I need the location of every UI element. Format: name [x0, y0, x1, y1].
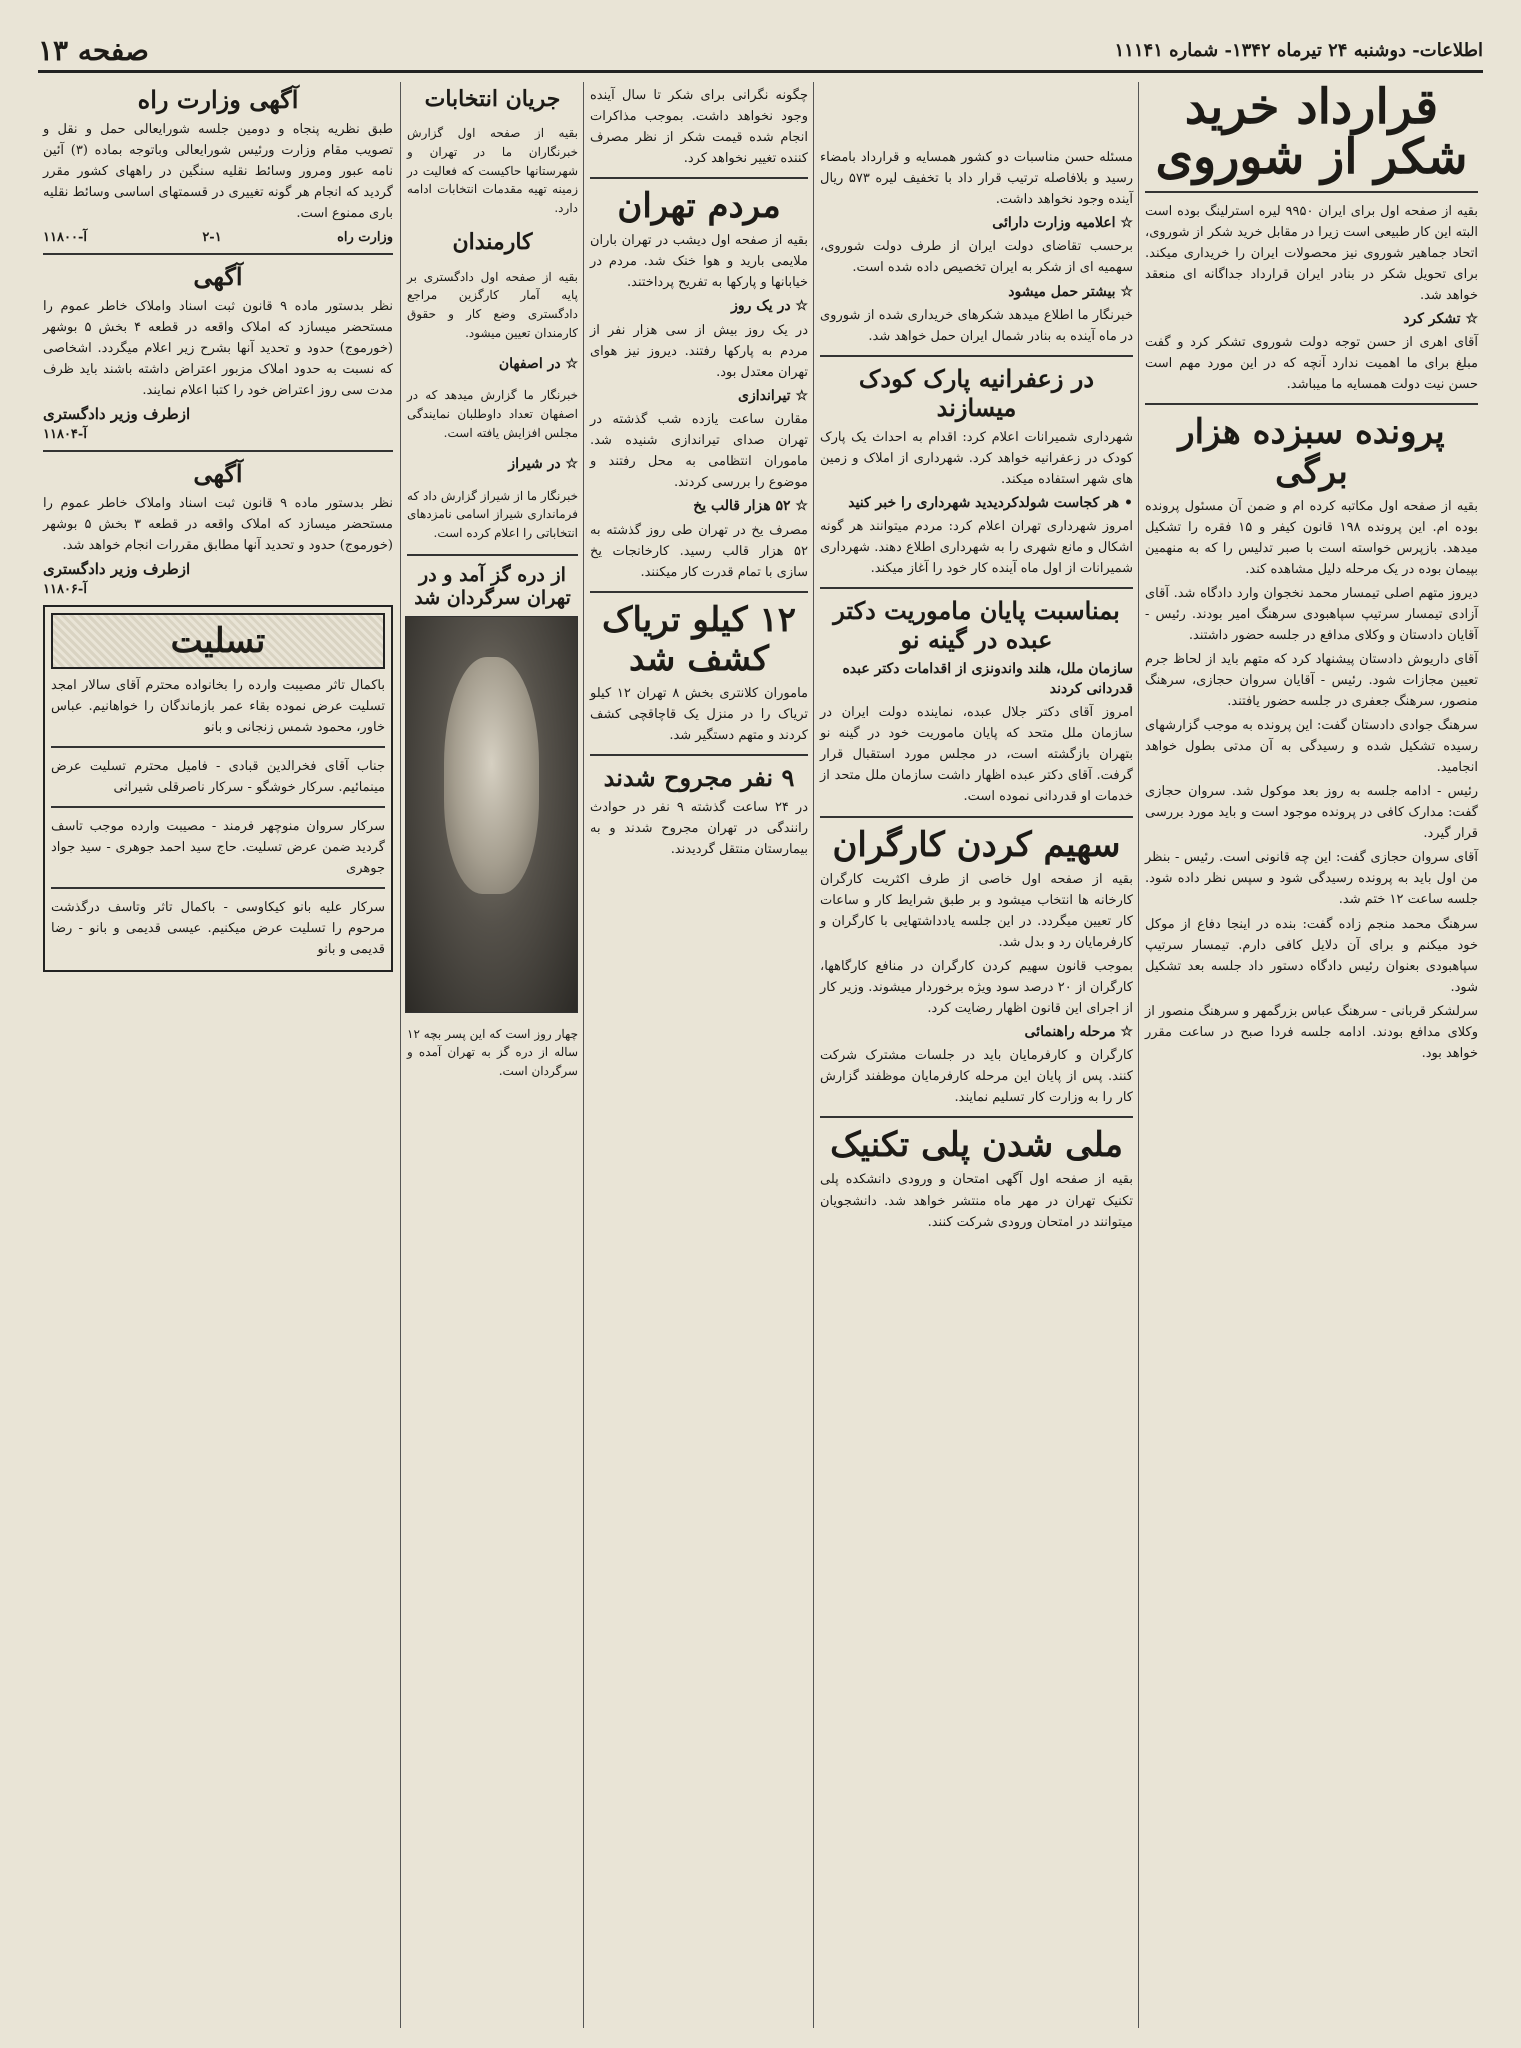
column-rule: [400, 82, 401, 2028]
column-sugar-trial: [1140, 82, 1483, 2028]
column-notices: [38, 82, 398, 2028]
notice-code: آ-۱۱۸۰۴: [43, 427, 87, 443]
article-headline: جریان انتخابات: [424, 86, 561, 112]
subheading: ☆ تشکر کرد: [1403, 311, 1478, 328]
article-headline: ۱۲ کیلو تریاک کشف شد: [602, 599, 796, 679]
divider: [820, 816, 1133, 818]
divider: [51, 806, 385, 808]
divider: [590, 177, 808, 179]
notice-issuer: وزارت راه: [337, 230, 393, 246]
headline-spacer: [820, 82, 1133, 144]
article-headline: سهیم کردن کارگران: [832, 824, 1121, 865]
notice-code: آ-۱۱۸۰۰: [43, 230, 87, 246]
article-text: بقیه از صفحه اول برای ایران ۹۹۵۰ لیره استرلینگ بوده است البته این کار طبیعی است زیرا در مقابل خرید شکر از شوروی، اتحاد جماهیر شوروی نیز محصولات ایران را خریداری میکند. برای تحویل شکر در بنادر ایران قرارداد جداگانه ای منعقد خواهد شد.: [1145, 203, 1478, 303]
notice-footer: [43, 230, 393, 245]
article-text: ماموران کلانتری بخش ۸ تهران ۱۲ کیلو تریاک را در منزل یک قاچاقچی کشف کردند و متهم دستگیر شد.: [590, 685, 809, 744]
article-text: بقیه از صفحه اول گزارش خبرنگاران ما در تهران و شهرستانها حاکیست که فعالیت در زمینه تهیه مقدمات انتخابات ادامه دارد.: [407, 126, 578, 215]
subheading: ☆ مرحله راهنمائی: [1024, 1023, 1133, 1040]
article-text: بقیه از صفحه اول دادگستری بر پایه آمار کارگزین مراجع دادگستری وضع کار و حقوق کارمندان تعیین میشود.: [407, 269, 578, 340]
article-text: سرهنگ جوادی دادستان گفت: این پرونده به موجب گزارشهای رسیده تشکیل شده و رسیدگی به آن مدتی بطول خواهد انجامید.: [1145, 718, 1478, 776]
subheading: ☆ در شیراز: [508, 456, 578, 473]
boy-photo: [405, 616, 578, 1013]
column-sugar-continued: [815, 82, 1138, 2028]
article-text: مسئله حسن مناسبات دو کشور همسایه و قرارداد بامضاء رسید و بلافاصله ترتیب قرار داد با تخفیف لیره ۵۷۳ ریال آینده وجود نخواهد داشت.: [820, 150, 1133, 208]
subheading: ☆ تیراندازی: [737, 387, 808, 404]
article-text: خبرنگار ما گزارش میدهد که در اصفهان تعداد داوطلبان نمایندگی مجلس افزایش یافته است.: [407, 388, 578, 440]
article-headline: ۹ نفر مجروح شدند: [603, 763, 795, 793]
column-tehran-news: [585, 82, 813, 2028]
article-text: کارگران و کارفرمایان باید در جلسات مشترک شرکت کنند. پس از پایان این مرحله کارفرمایان موظفند گزارش کار را به وزارت کار تسلیم نمایند.: [820, 1048, 1133, 1106]
article-text: سرلشکر قربانی - سرهنگ عباس بزرگمهر و سرهنگ منصور از وکلای مدافع بودند. ادامه جلسه فردا صبح در ساعت مقرر خواهد بود.: [1145, 1003, 1478, 1061]
article-text: بقیه از صفحه اول خاصی از طرف اکثریت کارگران کارخانه ها انتخاب میشود و بر طبق شرایط کار و ساعات کار تعیین میگردد. در این جلسه یادداشتهایی با کارگران و کارفرمایان رد و بدل شد.: [820, 871, 1133, 950]
article-text: رئیس - ادامه جلسه به روز بعد موکول شد. سروان حجازی گفت: مدارک کافی در پرونده موجود است و باید مورد بررسی قرار گیرد.: [1145, 784, 1478, 842]
article-headline: بمناسبت پایان ماموریت دکتر عبده در گینه نو: [833, 596, 1120, 654]
page-number: صفحه ۱۳: [38, 33, 149, 67]
article-text: بقیه از صفحه اول دیشب در تهران باران ملایمی بارید و هوا خنک شد. مردم در خیابانها و پارکها به تفریح پرداختند.: [590, 233, 808, 291]
notice-text: طبق نظریه پنجاه و دومین جلسه شورایعالی حمل و نقل و تصویب مقام وزارت ورئیس شورایعالی وباتوجه بماده (۳) آئین نامه عبور ومرور وسائط نقلیه سنگین در راههای کشور مقرر گردید که انجام هر گونه تغییری در قسمتهای اساسی وسائط نقلیه باری ممنوع است.: [43, 121, 393, 221]
article-text: خبرنگار ما اطلاع میدهد شکرهای خریداری شده از شوروی در ماه آینده به بنادر شمال ایران حمل خواهد شد.: [820, 307, 1133, 344]
notice-code: آ-۱۱۸۰۶: [43, 582, 87, 597]
article-text: آقای اهری از حسن توجه دولت شوروی تشکر کرد و گفت مبلغ برای ما اهمیت ندارد آنچه که در این مورد مهم است حسن نیت دولت همسایه ما میباشد.: [1145, 335, 1478, 393]
article-text: در یک روز بیش از سی هزار نفر از مردم به پارکها رفتند. دیروز نیز هوای تهران معتدل بود.: [590, 322, 808, 380]
article-text: بقیه از صفحه اول مکاتبه کرده ام و ضمن آن مسئول پرونده بوده ام. این پرونده ۱۹۸ قانون کیفر و ۱۵ فقره را تشکیل میدهد. بازپرس خواسته است با صبر تدلیس را که به منهمین بپیمان بوده در یک مرحله دلیل مشاهده کند.: [1145, 498, 1478, 577]
notice-signature: ازطرف وزیر دادگستری: [43, 560, 191, 578]
notice-mid: ۲-۱: [202, 230, 222, 246]
notice-headline: آگهی: [193, 262, 243, 292]
notice-text: نظر بدستور ماده ۹ قانون ثبت اسناد واملاک خاطر عموم را مستحضر میسازد که املاک واقعه در قطعه ۴ بخش ۵ بوشهر (خورموج) حدود و تحدید آنها بشرح زیر اعلام میگردد. اشخاصی که نسبت به حدود املاک مزبور اعتراض داشته باشند باید ظرف مدت سی روز اعتراض خود را کتبا اعلام نمایند.: [43, 298, 393, 399]
notice-headline: آگهی: [193, 459, 243, 489]
article-headline: از دره گز آمد و در تهران سرگردان شد: [414, 564, 571, 610]
divider: [820, 1116, 1133, 1118]
column-rule: [583, 82, 584, 2028]
article-text: در ۲۴ ساعت گذشته ۹ نفر در حوادث رانندگی در تهران مجروح شدند و به بیمارستان منتقل گردیدند.: [590, 799, 808, 857]
article-text: برحسب تقاضای دولت ایران از طرف دولت شوروی، سهمیه ای از شکر به ایران تخصیص داده شده است.: [820, 239, 1133, 276]
condolence-text: سرکار سروان منوچهر فرمند - مصیبت وارده موجب تاسف گردید ضمن عرض تسلیت. حاج سید احمد جوهری - سید جواد جوهری: [51, 819, 385, 877]
article-text: آقای داریوش دادستان پیشنهاد کرد که متهم باید از لحاظ جرم تعیین مجازات شود. رئیس - آقایان سروان حجازی، سرهنگ منصور، سرهنگ جعفری در جلسه حضور یافتند.: [1145, 651, 1478, 710]
article-text: دیروز متهم اصلی تیمسار محمد نخجوان وارد دادگاه شد. آقای آزادی تیمسار سرتیپ سپاهبودی سرهنگ امیر بودند. رئیس - آقایان دادستان و وکلای مدافع در جلسه حضور داشتند.: [1145, 585, 1478, 643]
article-text: بقیه از صفحه اول آگهی امتحان و ورودی دانشکده پلی تکنیک تهران در مهر ماه منتشر خواهد شد. دانشجویان میتوانند در امتحان ورودی شرکت کنند.: [820, 1172, 1133, 1230]
divider: [820, 355, 1133, 357]
article-text: مقارن ساعت یازده شب گذشته در تهران صدای تیراندازی شنیده شد. ماموران انتظامی به محل رفتند و موضوع را بررسی کردند.: [590, 412, 808, 491]
divider: [51, 887, 385, 889]
photo-face: [444, 657, 540, 894]
article-headline: مردم تهران: [617, 186, 781, 227]
divider: [1145, 191, 1478, 193]
article-text: خبرنگار ما از شیراز گزارش داد که فرمانداری شیراز اسامی نامزدهای انتخاباتی را اعلام کرده است.: [407, 488, 578, 540]
divider: [407, 554, 578, 556]
column-rule: [813, 82, 814, 2028]
page-header: [38, 30, 1483, 73]
article-headline: پرونده سبزده هزار برگی: [1178, 412, 1445, 492]
column-elections: [402, 82, 583, 2028]
subheading: ☆ اعلامیه وزارت دارائی: [992, 215, 1133, 232]
condolence-text: جناب آقای فخرالدین قبادی - فامیل محترم تسلیت عرض مینمائیم. سرکار خوشگو - سرکار ناصرقلی شیرانی: [51, 759, 385, 796]
divider: [1145, 403, 1478, 405]
column-rule: [1138, 82, 1139, 2028]
issue-info: اطلاعات- دوشنبه ۲۴ تیرماه ۱۳۴۲- شماره ۱۱۱۴۱: [1114, 39, 1483, 61]
article-text: آقای سروان حجازی گفت: این چه قانونی است. رئیس - بنظر من اول باید به پرونده رسیدگی شود و سپس نظر داده شود. جلسه ساعت ۱۲ ختم شد.: [1145, 850, 1478, 908]
article-text: چگونه نگرانی برای شکر تا سال آینده وجود نخواهد داشت. بموجب مذاکرات انجام شده قیمت شکر از نظر مصرف کننده تغییر نخواهد کرد.: [590, 88, 808, 167]
condolence-text: سرکار علیه بانو کیکاوسی - باکمال تاثر وتاسف درگذشت مرحوم را تسلیت عرض میکنیم. عیسی قدیمی و بانو - رضا قدیمی و بانو: [51, 900, 385, 958]
divider: [590, 591, 808, 593]
subheading: ☆ در یک روز: [731, 298, 808, 315]
condolence-text: باکمال تاثر مصیبت وارده را بخانواده محترم آقای سالار امجد تسلیت عرض نموده بقاء عمر بازماندگان را خواهانیم. عباس خاور، محمود شمس زنجانی و بانو: [51, 678, 385, 736]
condolence-title: تسلیت: [51, 613, 385, 669]
divider: [590, 754, 808, 756]
condolence-box: [43, 605, 393, 972]
divider: [43, 253, 393, 255]
main-headline: قرارداد خرید شکر از شوروی: [1155, 82, 1468, 186]
article-text: شهرداری شمیرانات اعلام کرد: اقدام به احداث یک پارک کودک در زعفرانیه خواهد کرد. شهرداری از املاک و زمین های شهر استفاده میکند.: [820, 429, 1133, 487]
article-headline: در زعفرانیه پارک کودک میسازند: [858, 363, 1095, 422]
article-headline: ملی شدن پلی تکنیک: [830, 1125, 1123, 1166]
divider: [820, 587, 1133, 589]
article-text: امروز آقای دکتر جلال عبده، نماینده دولت ایران در سازمان ملل متحد که پایان ماموریت خود در گینه نو بتهران بازگشته است، در مجلس مورد استقبال قرار گرفت. آقای دکتر عبده اظهار داشت سازمان ملل متحد از خدمات او قدردانی نموده است.: [820, 705, 1133, 805]
article-text: مصرف یخ در تهران طی روز گذشته به ۵۲ هزار قالب رسید. کارخانجات یخ سازی با تمام قدرت کار میکنند.: [590, 522, 808, 580]
photo-caption: چهار روز است که این پسر بچه ۱۲ ساله از دره گز به تهران آمده و سرگردان است.: [407, 1026, 578, 1079]
subheading: ☆ ۵۲ هزار قالب یخ: [693, 498, 808, 515]
notice-signature: ازطرف وزیر دادگستری: [43, 405, 191, 424]
subheading: ☆ بیشتر حمل میشود: [1008, 283, 1133, 300]
article-text: سرهنگ محمد منجم زاده گفت: بنده در اینجا دفاع از موکل خود میکنم و برای آن دلایل کافی دارم. تیمسار سرتیپ سپاهبودی بعنوان رئیس دادگاه دستور داد جلسه بعد تشکیل شود.: [1145, 916, 1478, 995]
article-text: بموجب قانون سهیم کردن کارگران در منافع کارگاهها، کارگران از ۲۰ درصد سود ویژه برخوردار میشوند. وزیر کار از اجرای این قانون اظهار رضایت کرد.: [820, 958, 1134, 1016]
subheading: • هر کجاست شولدکردیدید شهرداری را خبر کنید: [848, 494, 1133, 511]
article-headline: کارمندان: [452, 229, 533, 256]
divider: [51, 746, 385, 748]
notice-text: نظر بدستور ماده ۹ قانون ثبت اسناد واملاک خاطر عموم را مستحضر میسازد که املاک واقعه در قطعه ۳ بخش ۵ بوشهر (خورموج) حدود و تحدید آنها مطابق مقررات انجام خواهد شد.: [43, 495, 393, 553]
article-text: امروز شهرداری تهران اعلام کرد: مردم میتوانند هر گونه اشکال و مانع شهری را به شهرداری اطلاع دهند. شهرداری شمیرانات از اول ماه آینده کار خود را آغاز میکند.: [820, 518, 1133, 577]
subheading: سازمان ملل، هلند واندونزی از اقدامات دکتر عبده قدردانی کردند: [842, 660, 1133, 697]
subheading: ☆ در اصفهان: [498, 356, 578, 373]
notice-headline: آگهی وزارت راه: [137, 85, 299, 114]
divider: [43, 450, 393, 452]
